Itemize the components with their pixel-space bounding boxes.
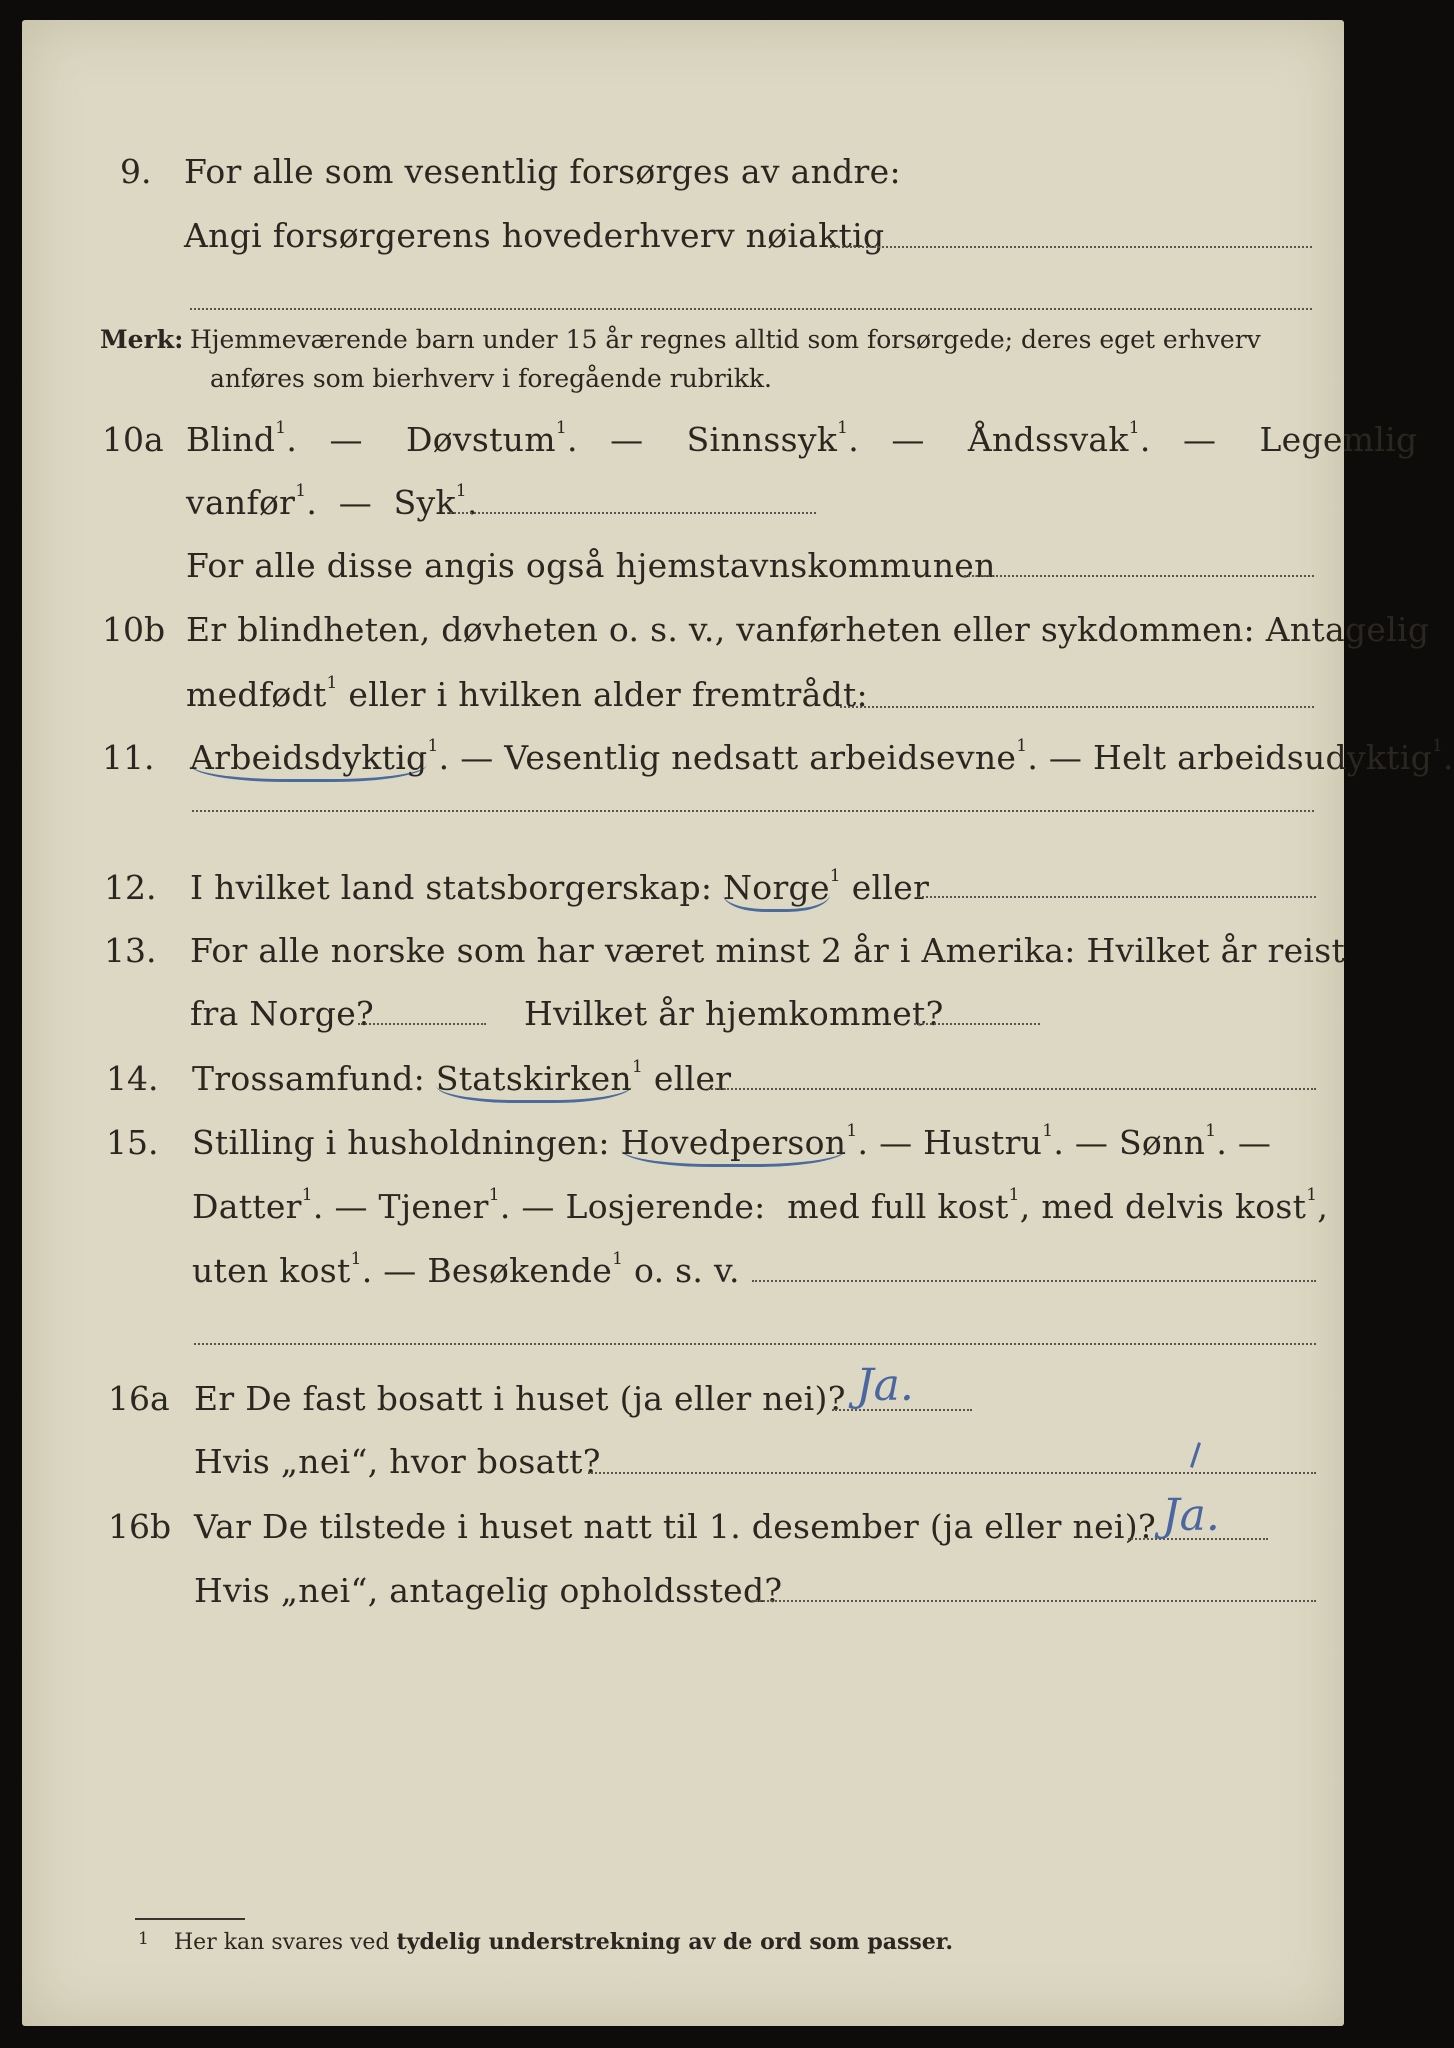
q12-number: 12. (104, 868, 157, 907)
footnote: 1 Her kan svares ved tydelig understrekning av de ord som passer. (138, 1929, 954, 1955)
q15-other-line[interactable] (752, 1280, 1316, 1282)
q16a-line1: Er De fast bosatt i huset (ja eller nei)? (194, 1379, 846, 1418)
option-norge-underlined[interactable]: Norge (723, 868, 830, 912)
option-sonn[interactable]: . — Sønn (1053, 1123, 1206, 1162)
q15-number: 15. (106, 1123, 159, 1162)
q10a-hjemstavn-line[interactable] (964, 575, 1314, 577)
option-full-kost[interactable]: med full kost (787, 1187, 1009, 1226)
option-sinnssyk[interactable]: Sinnssyk (686, 420, 838, 459)
q10a-line2: vanfør$^1$. — Syk$^1$. (186, 481, 478, 522)
option-arbeidsdyktig-underlined[interactable]: Arbeidsdyktig (190, 738, 427, 782)
q13-number: 13. (104, 931, 157, 970)
option-vanfor[interactable]: vanfør (186, 483, 296, 522)
q16b-opholdssted-line[interactable] (752, 1600, 1316, 1602)
option-statskirken-underlined[interactable]: Statskirken (436, 1059, 632, 1103)
q14-number: 14. (106, 1059, 159, 1098)
q11-number: 11. (102, 738, 155, 777)
option-uten-kost[interactable]: uten kost (192, 1251, 351, 1290)
option-datter[interactable]: Datter (192, 1187, 302, 1226)
q10b-line1: Er blindheten, døvheten o. s. v., vanførheten eller sykdommen: Antagelig (186, 610, 1430, 649)
q10b-alder-line[interactable] (840, 706, 1314, 708)
option-helt-arbeidsudyktig[interactable]: . — Helt arbeidsudyktig (1027, 738, 1432, 777)
q11-answer-line[interactable] (192, 810, 1314, 812)
ink-mark (1190, 1442, 1201, 1468)
q9-line1: For alle som vesentlig forsørges av andre: (184, 152, 901, 191)
q13-hjemkommet-line[interactable] (914, 1023, 1040, 1025)
q16a-bosatt-line[interactable] (588, 1472, 1316, 1474)
q14-line1: Trossamfund: Statskirken$^1$ eller (192, 1059, 731, 1103)
q15-answer-line-2[interactable] (194, 1343, 1316, 1345)
q15-line1: Stilling i husholdningen: Hovedperson$^1$. — Hustru$^1$. — Sønn$^1$. — (192, 1123, 1271, 1167)
q10a-number: 10a (102, 420, 164, 459)
option-dovstum[interactable]: Døvstum (406, 420, 556, 459)
q10b-number: 10b (102, 610, 166, 649)
q16b-answer-line[interactable] (1128, 1538, 1268, 1540)
q11-line1: Arbeidsdyktig$^1$. — Vesentlig nedsatt arbeidsevne$^1$. — Helt arbeidsudyktig$^1$. (190, 738, 1454, 782)
q15-line3: uten kost$^1$. — Besøkende$^1$ o. s. v. (192, 1249, 740, 1290)
q16b-number: 16b (108, 1507, 172, 1546)
q16a-answer-line[interactable] (832, 1409, 972, 1411)
q9-answer-line[interactable] (830, 246, 1312, 248)
q12-other-country-line[interactable] (918, 896, 1316, 898)
q16b-handwritten-answer[interactable]: Ja. (1162, 1490, 1220, 1541)
q10a-line1: Blind$^1$. — Døvstum$^1$. — Sinnssyk$^1$. — Åndssvak$^1$. — Legemlig (186, 418, 1418, 459)
footnote-rule (135, 1918, 245, 1920)
q15-line2: Datter$^1$. — Tjener$^1$. — Losjerende: med full kost$^1$, med delvis kost$^1$, (192, 1185, 1329, 1226)
q9-line2: Angi forsørgerens hovederhverv nøiaktig (184, 216, 885, 255)
q13-reist-line[interactable] (358, 1023, 486, 1025)
option-hovedperson-underlined[interactable]: Hovedperson (621, 1123, 847, 1167)
q16b-line2: Hvis „nei“, antagelig opholdssted? (194, 1571, 783, 1610)
option-syk[interactable]: Syk (393, 483, 456, 522)
q9-answer-line-2[interactable] (190, 308, 1312, 310)
option-besokende[interactable]: . — Besøkende (361, 1251, 613, 1290)
q16b-line1: Var De tilstede i huset natt til 1. desember (ja eller nei)? (194, 1507, 1156, 1546)
q13-line1: For alle norske som har været minst 2 år i Amerika: Hvilket år reist (190, 931, 1346, 970)
merk-line1: Hjemmeværende barn under 15 år regnes alltid som forsørgede; deres eget erhverv (190, 325, 1261, 354)
q10b-line2: medfødt$^1$ eller i hvilken alder fremtrådt: (186, 673, 868, 714)
merk-line2: anføres som bierhverv i foregående rubrikk. (210, 364, 772, 393)
q13-hjemkommet: Hvilket år hjemkommet? (524, 994, 944, 1033)
option-tjener[interactable]: . — Tjener (312, 1187, 489, 1226)
q16a-handwritten-answer[interactable]: Ja. (856, 1360, 914, 1411)
q16a-number: 16a (108, 1379, 170, 1418)
q12-line1: I hvilket land statsborgerskap: Norge$^1$ eller (190, 868, 929, 912)
option-legemlig[interactable]: Legemlig (1259, 420, 1418, 459)
merk-label: Merk: (100, 325, 184, 354)
q10a-line3: For alle disse angis også hjemstavnskommunen (186, 546, 996, 585)
option-medfodt[interactable]: medfødt (186, 675, 327, 714)
q9-number: 9. (120, 152, 152, 191)
option-vesentlig-nedsatt[interactable]: . — Vesentlig nedsatt arbeidsevne (438, 738, 1017, 777)
q14-other-line[interactable] (708, 1088, 1316, 1090)
q13-fra-norge: fra Norge? (190, 994, 375, 1033)
q10a-syk-line[interactable] (450, 512, 816, 514)
footnote-mark: 1 (138, 1929, 149, 1949)
option-delvis-kost[interactable]: , med delvis kost (1019, 1187, 1307, 1226)
option-blind[interactable]: Blind (186, 420, 276, 459)
option-hustru[interactable]: . — Hustru (857, 1123, 1043, 1162)
option-andssvak[interactable]: Åndssvak (967, 420, 1129, 459)
q16a-line2: Hvis „nei“, hvor bosatt? (194, 1442, 601, 1481)
census-form-page (22, 20, 1454, 2026)
